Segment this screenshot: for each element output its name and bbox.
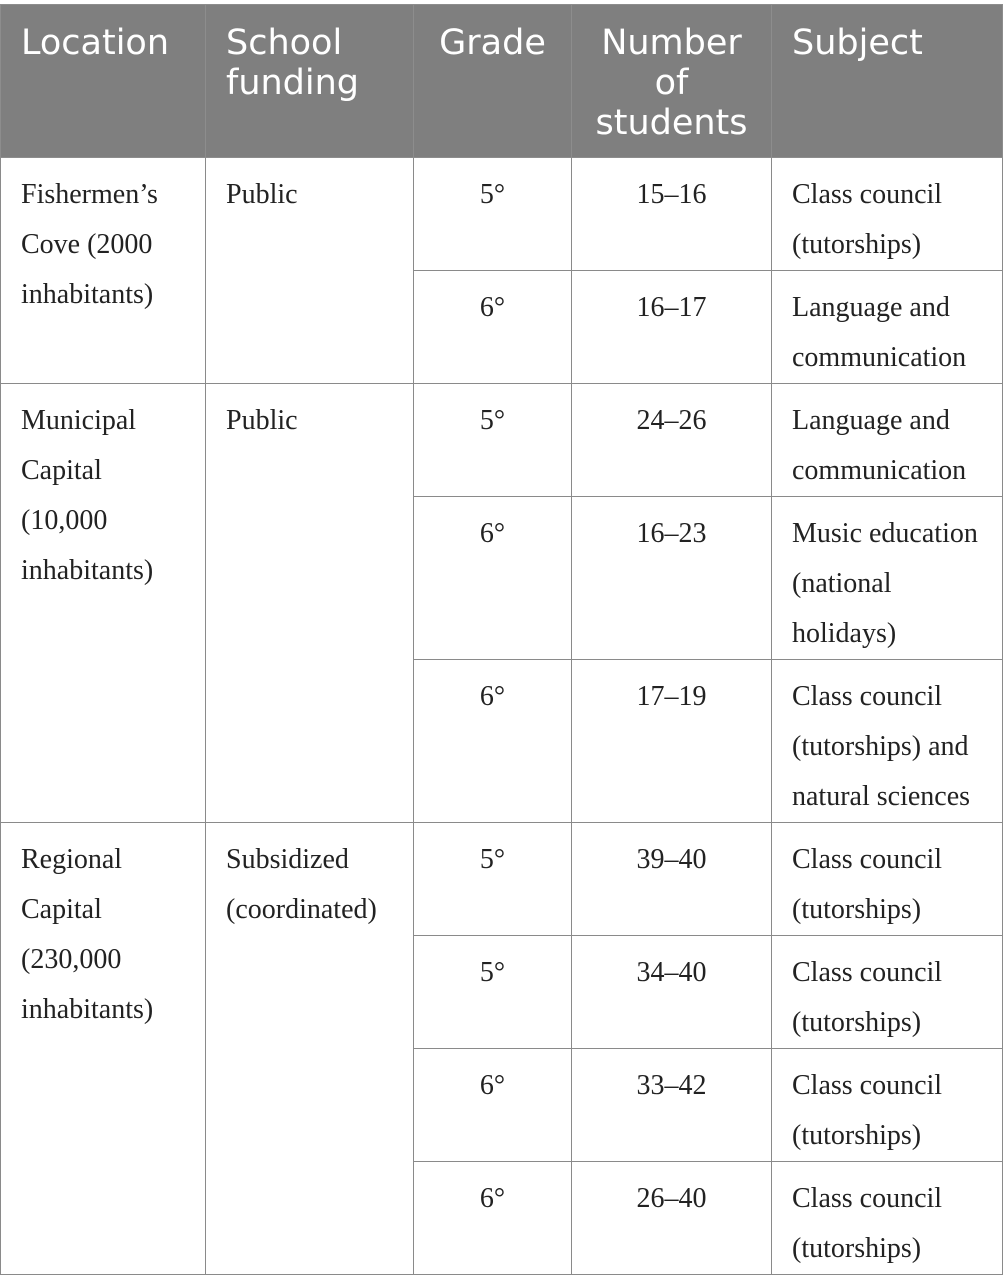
data-table [0, 4, 1003, 1275]
students-cell: 33–42 [572, 1049, 772, 1162]
header-school-funding: School funding [206, 5, 414, 158]
header-subject: Subject [772, 5, 1003, 158]
subject-cell: Music education (national holidays) [772, 497, 1003, 660]
grade-cell: 6° [414, 271, 572, 384]
grade-cell: 6° [414, 497, 572, 660]
funding-cell: Subsidized (coordinated) [206, 823, 414, 1275]
subject-cell: Class council (tutorships) [772, 936, 1003, 1049]
subject-cell: Class council (tutorships) [772, 1162, 1003, 1275]
grade-cell: 5° [414, 384, 572, 497]
grade-cell: 6° [414, 660, 572, 823]
students-cell: 16–23 [572, 497, 772, 660]
grade-cell: 5° [414, 936, 572, 1049]
table-row [1, 823, 1003, 936]
grade-cell: 6° [414, 1162, 572, 1275]
table-row [1, 158, 1003, 271]
table-row [1, 384, 1003, 497]
subject-cell: Class council (tutorships) [772, 823, 1003, 936]
students-cell: 24–26 [572, 384, 772, 497]
grade-cell: 5° [414, 823, 572, 936]
location-cell: Municipal Capital (10,000 inhabitants) [1, 384, 206, 823]
students-cell: 16–17 [572, 271, 772, 384]
students-cell: 17–19 [572, 660, 772, 823]
students-cell: 34–40 [572, 936, 772, 1049]
students-cell: 26–40 [572, 1162, 772, 1275]
location-cell: Fishermen’s Cove (2000 inhabitants) [1, 158, 206, 384]
students-cell: 39–40 [572, 823, 772, 936]
location-cell: Regional Capital (230,000 inhabitants) [1, 823, 206, 1275]
header-grade: Grade [414, 5, 572, 158]
subject-cell: Language and communication [772, 384, 1003, 497]
funding-cell: Public [206, 384, 414, 823]
grade-cell: 6° [414, 1049, 572, 1162]
header-row [1, 5, 1003, 158]
students-cell: 15–16 [572, 158, 772, 271]
header-number-of-students: Number of students [572, 5, 772, 158]
subject-cell: Class council (tutorships) and natural sciences [772, 660, 1003, 823]
header-location: Location [1, 5, 206, 158]
subject-cell: Class council (tutorships) [772, 158, 1003, 271]
subject-cell: Class council (tutorships) [772, 1049, 1003, 1162]
funding-cell: Public [206, 158, 414, 384]
grade-cell: 5° [414, 158, 572, 271]
subject-cell: Language and communication [772, 271, 1003, 384]
